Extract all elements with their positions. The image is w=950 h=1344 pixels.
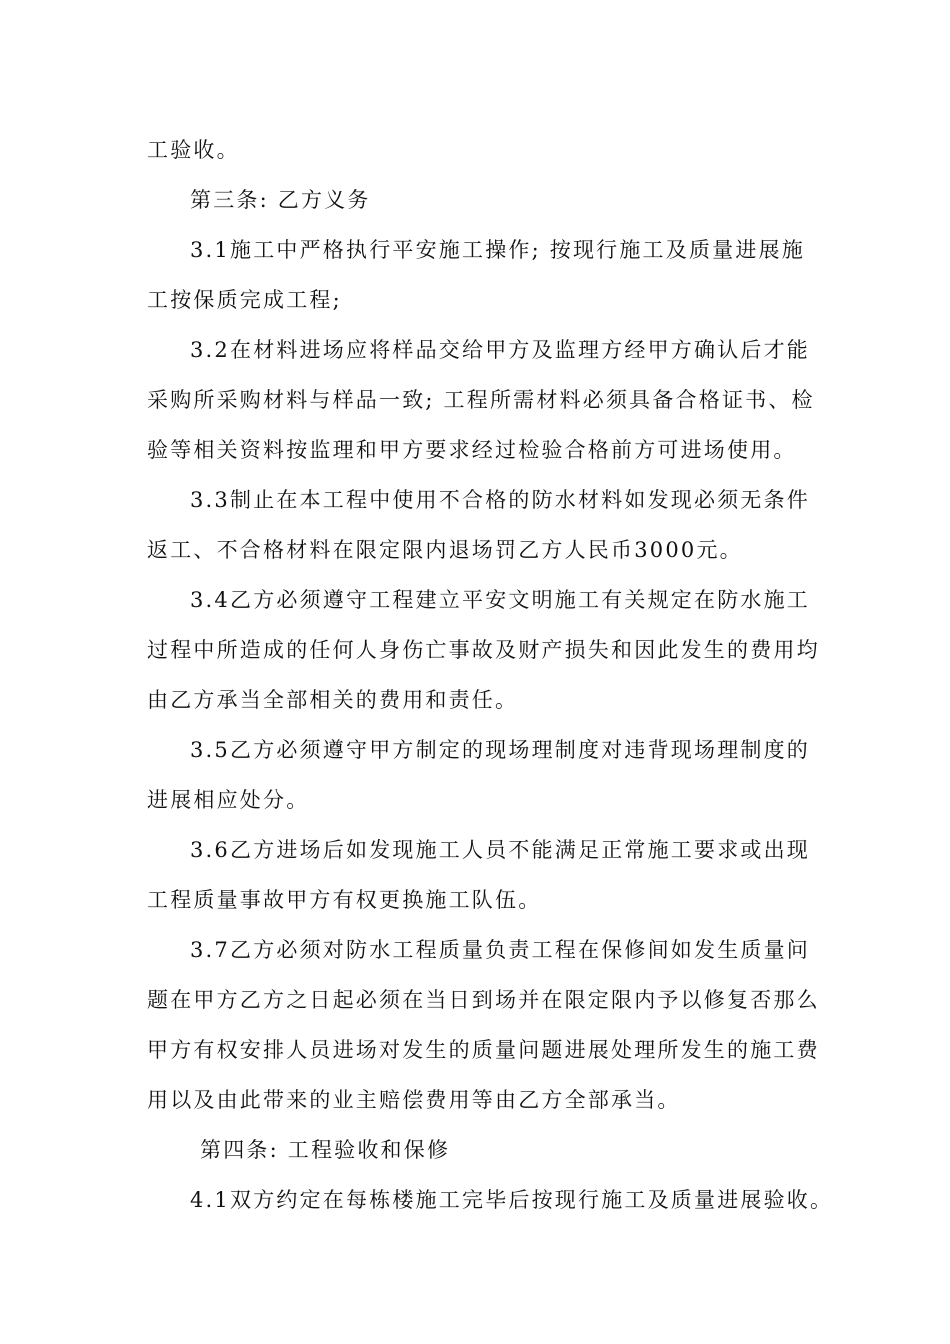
text-line: 甲方有权安排人员进场对发生的质量问题进展处理所发生的施工费 [147, 1038, 820, 1062]
text-line: 用以及由此带来的业主赔偿费用等由乙方全部承当。 [147, 1088, 681, 1112]
text-line: 4.1双方约定在每栋楼施工完毕后按现行施工及质量进展验收。 [190, 1188, 834, 1212]
text-line: 工验收。 [147, 138, 240, 162]
text-line: 进展相应处分。 [147, 788, 310, 812]
text-line: 采购所采购材料与样品一致; 工程所需材料必须具备合格证书、检 [147, 388, 815, 412]
text-line: 3.5乙方必须遵守甲方制定的现场理制度对违背现场理制度的 [190, 738, 810, 762]
text-line: 3.2在材料进场应将样品交给甲方及监理方经甲方确认后才能 [190, 338, 810, 362]
text-line: 验等相关资料按监理和甲方要求经过检验合格前方可进场使用。 [147, 438, 797, 462]
text-line: 3.3制止在本工程中使用不合格的防水材料如发现必须无条件 [190, 488, 810, 512]
text-line: 3.7乙方必须对防水工程质量负责工程在保修间如发生质量问 [190, 938, 810, 962]
text-line: 过程中所造成的任何人身伤亡事故及财产损失和因此发生的费用均 [147, 638, 820, 662]
text-line: 3.6乙方进场后如发现施工人员不能满足正常施工要求或出现 [190, 838, 810, 862]
section-heading: 第四条: 工程验收和保修 [200, 1138, 451, 1162]
text-line: 工按保质完成工程; [147, 288, 342, 312]
text-line: 返工、不合格材料在限定限内退场罚乙方人民币3000元。 [147, 538, 743, 562]
text-line: 工程质量事故甲方有权更换施工队伍。 [147, 888, 542, 912]
text-line: 3.1施工中严格执行平安施工操作; 按现行施工及质量进展施 [190, 238, 805, 262]
text-line: 由乙方承当全部相关的费用和责任。 [147, 688, 519, 712]
text-line: 题在甲方乙方之日起必须在当日到场并在限定限内予以修复否那么 [147, 988, 820, 1012]
section-heading: 第三条: 乙方义务 [190, 188, 371, 212]
text-line: 3.4乙方必须遵守工程建立平安文明施工有关规定在防水施工 [190, 588, 810, 612]
